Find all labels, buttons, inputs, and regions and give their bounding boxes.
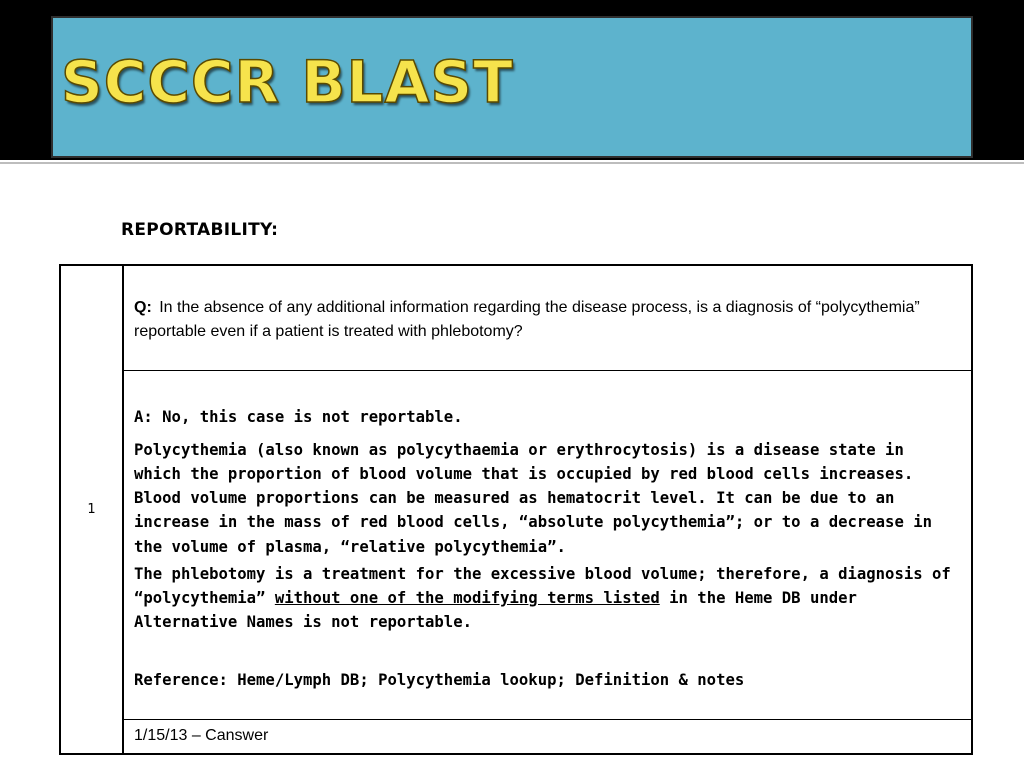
date-line: 1/15/13 – Canswer <box>123 719 972 754</box>
table-row-question <box>60 265 972 370</box>
question-label: Q: <box>134 299 152 316</box>
qa-table <box>59 264 973 755</box>
item-number: 1 <box>60 265 123 754</box>
reference-line: Reference: Heme/Lymph DB; Polycythemia lookup; Definition & notes <box>134 671 745 690</box>
answer-cell <box>123 370 972 719</box>
answer-underlined-text: without one of the modifying terms listed <box>274 588 660 607</box>
answer-line: A: No, this case is not reportable. <box>134 407 463 426</box>
answer-text-before: The phlebotomy is a treatment for the excessive blood volume; therefore, a diagnosis of “polycythemia” <box>134 564 951 607</box>
slide-title: SCCCR BLAST <box>61 48 514 116</box>
answer-text-after: in the Heme DB under Alternative Names is not reportable. <box>134 588 857 632</box>
header-divider <box>0 162 1024 164</box>
table-row-date <box>60 719 972 754</box>
question-cell <box>123 265 972 370</box>
table-row-answer <box>60 370 972 719</box>
question-text: In the absence of any additional information regarding the disease process, is a diagnosis of “polycythemia” reportable even if a patient is treated with phlebotomy? <box>134 299 920 340</box>
title-banner <box>51 16 973 158</box>
answer-paragraph-2 <box>134 562 955 635</box>
section-label: REPORTABILITY: <box>121 220 279 240</box>
answer-paragraph-1: Polycythemia (also known as polycythaemia or erythrocytosis) is a disease state in which the proportion of blood volume that is occupied by red blood cells increases. Blood volume proportions can be measured as hematocrit level. It can be due to an increase in the mass of red blood cells, “absolute polycythemia”; or to a decrease in the volume of plasma, “relative polycythemia”. <box>134 440 932 556</box>
